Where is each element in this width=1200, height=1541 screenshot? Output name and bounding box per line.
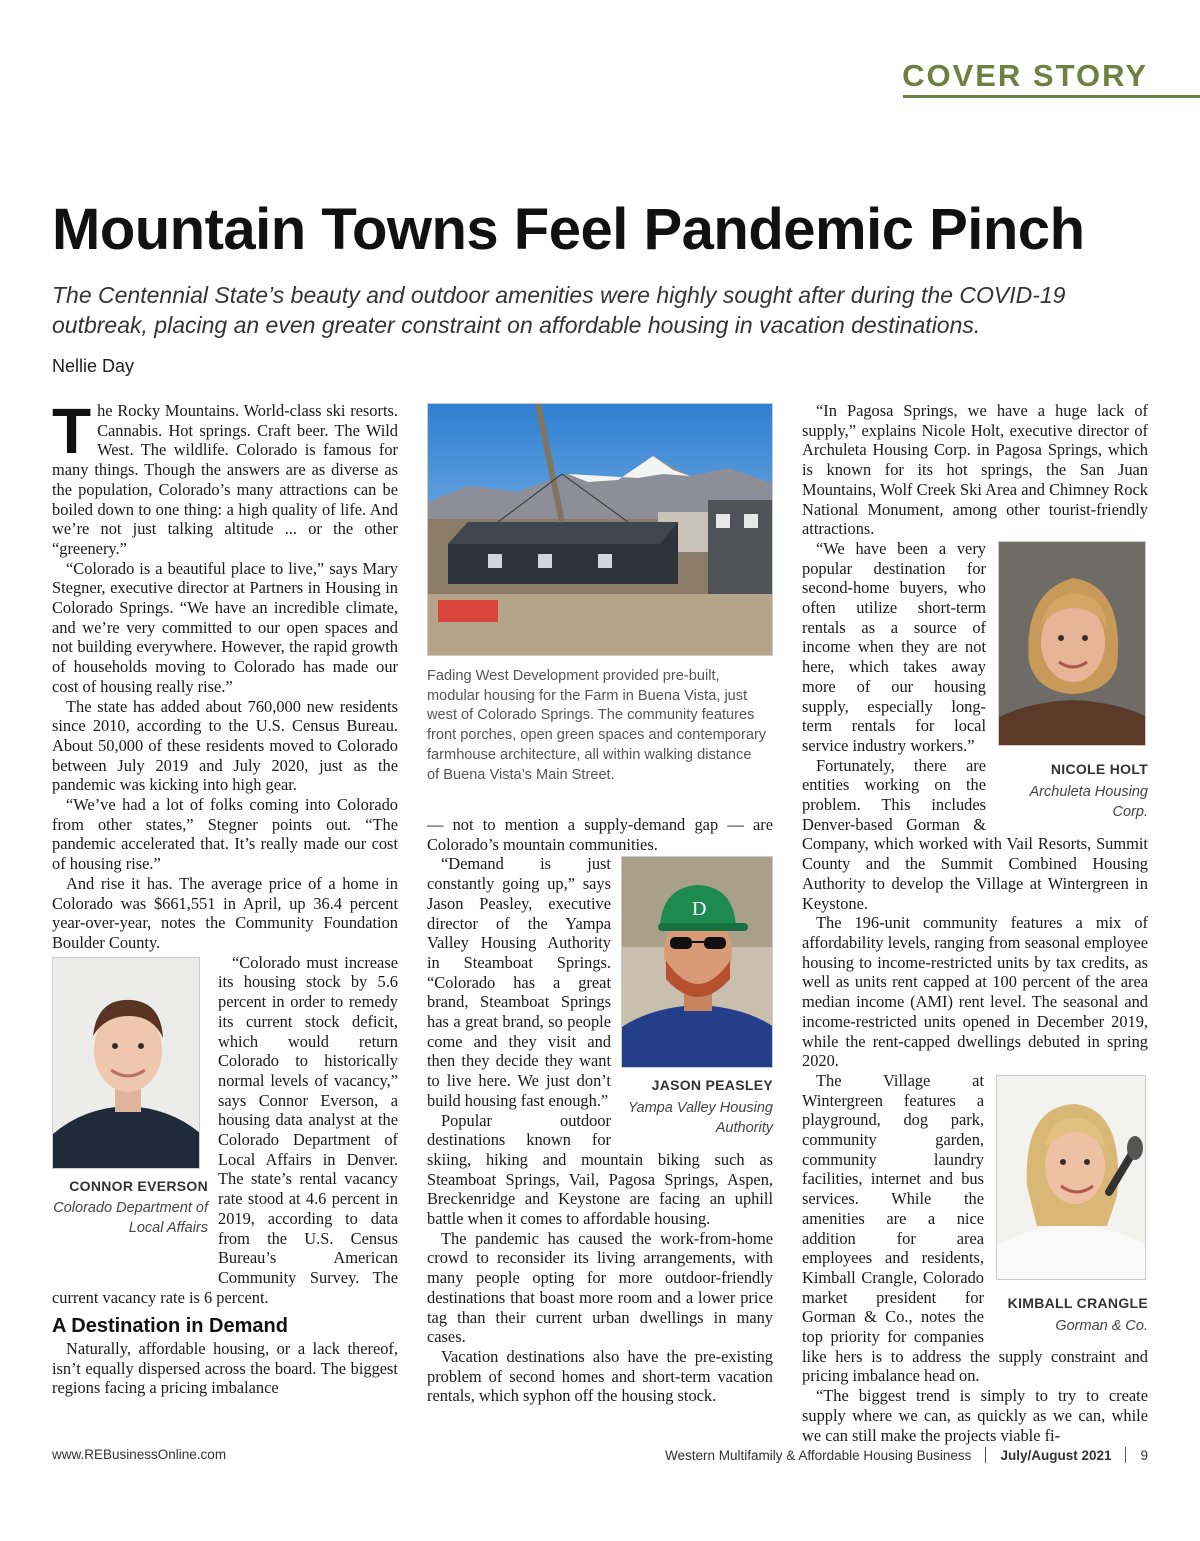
everson-name: CONNOR EVERSON xyxy=(69,1177,208,1194)
svg-text:D: D xyxy=(692,898,707,921)
paragraph: “In Pagosa Springs, we have a huge lack of supply,” explains Nicole Holt, executive director of Archuleta Housing Corp. in Pagosa Springs, which is known for its hot springs, the San Juan Mountains, Wolf Creek Ski Area and Chimney Rock National Monument, among other tourist-friendly attractions. xyxy=(802,401,1148,539)
paragraph: “We’ve had a lot of folks coming into Colorado from other states,” Stegner points out. “The pandemic accelerated that. It’s really made our cost of housing rise.” xyxy=(52,795,398,874)
dropcap: T xyxy=(52,395,92,467)
portrait-peasley-image xyxy=(622,857,773,1068)
paragraph: “Colorado must increase its housing stock by 5.6 percent in order to remedy its current stock deficit, which would return Colorado to historically normal levels of vacancy,” says Connor Everson, a housing data analyst at the Colorado Department of Local Affairs in Denver. The state’s rental vacancy rate stood at 4.6 percent in 2019, according to data from the U.S. Census Bureau’s American Community Survey. The current vacancy rate is 6 percent. xyxy=(52,952,398,1307)
modular-housing-image xyxy=(428,404,773,656)
peasley-photo xyxy=(621,856,773,1068)
paragraph: “The biggest trend is simply to try to create supply where we can, as quickly as we can, while we can still make the projects viable fi- xyxy=(802,1386,1148,1445)
paragraph: Naturally, affordable housing, or a lack thereof, isn’t equally dispersed across the board. The biggest regions facing a pricing imbalance xyxy=(52,1339,398,1398)
holt-name: NICOLE HOLT xyxy=(1050,760,1148,777)
paragraph: Fortunately, there are entities working on the problem. This includes Denver-based Gorman & Company, which worked with Vail Resorts, Summit County and the Summit Combined Housing Authority to develop the Village at Wintergreen in Keystone. xyxy=(802,755,1148,913)
holt-float xyxy=(998,541,1148,820)
deck: The Centennial State’s beauty and outdoor amenities were highly sought after during the COVID-19 outbreak, placing an even greater constraint on affordable housing in vacation destinations. xyxy=(52,282,1066,338)
everson-float xyxy=(52,957,208,1275)
paragraph: Vacation destinations also have the pre-existing problem of second homes and short-term vacation rentals, which syphon off the housing stock. xyxy=(427,1346,773,1406)
crangle-photo xyxy=(996,1075,1146,1280)
paragraph: The 196-unit community features a mix of affordability levels, ranging from seasonal employee housing to income-restricted units by tax credits, as well as units rent capped at 100 percent of the area median income (AMI) rent level. The seasonal and income-restricted units opened in December 2019, while the rent-capped dwellings debuted in spring 2020. xyxy=(802,913,1148,1071)
paragraph-text: he Rocky Mountains. World-class ski resorts. Cannabis. Hot springs. Craft beer. The Wild West. The wildlife. Colorado is famous for many things. Though the answers are as diverse as the population, Colorado’s many attractions can be boiled down to one thing: a high quality of life. And we’re not just talking altitude ... or the other “greenery.” xyxy=(52,401,398,558)
column-2 xyxy=(427,815,773,1406)
section-rule xyxy=(903,95,1200,98)
paragraph: — not to mention a supply-demand gap — are Colorado’s mountain communities. xyxy=(427,815,773,854)
footer-divider xyxy=(985,1447,986,1463)
paragraph: And rise it has. The average price of a home in Colorado was $661,551 in April, up 36.4 percent year-over-year, notes the Community Foundation Boulder County. xyxy=(52,873,398,952)
paragraph: “Demand is just constantly going up,” says Jason Peasley, executive director of the Yampa Valley Housing Authority in Steamboat Springs. “Colorado has a great brand, Steamboat Springs has a great brand, so people come and they visit and then they decide they want to live here. We just don’t build housing fast enough.” xyxy=(427,854,611,1110)
column-3 xyxy=(802,401,1148,1445)
section-label: COVER STORY xyxy=(902,58,1148,93)
page-number: 9 xyxy=(1140,1447,1148,1463)
buena-vista-photo xyxy=(427,403,773,656)
footer-website[interactable]: www.REBusinessOnline.com xyxy=(52,1447,227,1462)
paragraph: The pandemic has caused the work-from-home crowd to reconsider its living arrangements, with many people opting for more outdoor-friendly destinations that boast more room and a lower price tag than their current urban dwellings in many cases. xyxy=(427,1228,773,1347)
footer-issue: July/August 2021 xyxy=(1000,1447,1112,1463)
column-1 xyxy=(52,395,398,1398)
portrait-crangle-image xyxy=(997,1076,1146,1280)
paragraph xyxy=(52,395,398,559)
portrait-holt-image xyxy=(999,542,1146,746)
buena-vista-photo-caption: Fading West Development provided pre-built, modular housing for the Farm in Buena Vista, just west of Colorado Springs. The community features front porches, open green spaces and contemporary farmhouse architecture, all within walking distance of Buena Vista’s Main Street. xyxy=(427,668,767,783)
crangle-org: Gorman & Co. xyxy=(1055,1317,1148,1334)
byline: Nellie Day xyxy=(52,356,135,376)
footer-publication: Western Multifamily & Affordable Housing Business xyxy=(665,1447,972,1463)
peasley-name: JASON PEASLEY xyxy=(651,1077,773,1094)
headline: Mountain Towns Feel Pandemic Pinch xyxy=(52,197,1085,262)
footer-divider xyxy=(1125,1447,1126,1463)
paragraph: The Village at Wintergreen features a playground, dog park, community garden, community laundry facilities, internet and bus services. While the amenities are a nice addition for area employees and residents, Kimball Crangle, Colorado market president for Gorman & Co., notes the top priority for companies like hers is to address the supply constraint and pricing imbalance head on. xyxy=(802,1070,1148,1386)
everson-photo xyxy=(52,957,200,1169)
peasley-org: Yampa Valley Housing Authority xyxy=(627,1100,773,1137)
holt-photo xyxy=(998,541,1146,746)
peasley-float xyxy=(621,856,773,1140)
portrait-everson-image xyxy=(53,958,200,1169)
footer-right xyxy=(665,1447,1148,1463)
crangle-float xyxy=(996,1075,1148,1335)
crangle-name: KIMBALL CRANGLE xyxy=(1007,1294,1148,1311)
subhead: A Destination in Demand xyxy=(52,1315,288,1338)
paragraph: “Colorado is a beautiful place to live,” says Mary Stegner, executive director at Partners in Housing in Colorado Springs. “We have an incredible climate, and we’re very committed to our open spaces and not building everywhere. However, the rapid growth of households moving to Colorado has made our cost of housing really rise.” xyxy=(52,558,398,696)
paragraph: The state has added about 760,000 new residents since 2010, according to the U.S. Census Bureau. About 50,000 of these residents moved to Colorado between July 2019 and July 2020, just as the pandemic was kicking into high gear. xyxy=(52,696,398,795)
everson-org: Colorado Department of Local Affairs xyxy=(53,1200,208,1237)
paragraph: Popular outdoor destinations known for skiing, hiking and mountain biking such as Steamboat Springs, Vail, Pagosa Springs, Aspen, Breckenridge and Keystone are facing an uphill battle when it comes to affordable housing. xyxy=(427,1110,773,1229)
paragraph: “We have been a very popular destination for second-home buyers, who often utilize short-term rentals as a source of income when they are not here, which takes away more of our housing supply, especially long-term rentals for local service industry workers.” xyxy=(802,538,986,755)
holt-org: Archuleta Housing Corp. xyxy=(1029,783,1148,820)
